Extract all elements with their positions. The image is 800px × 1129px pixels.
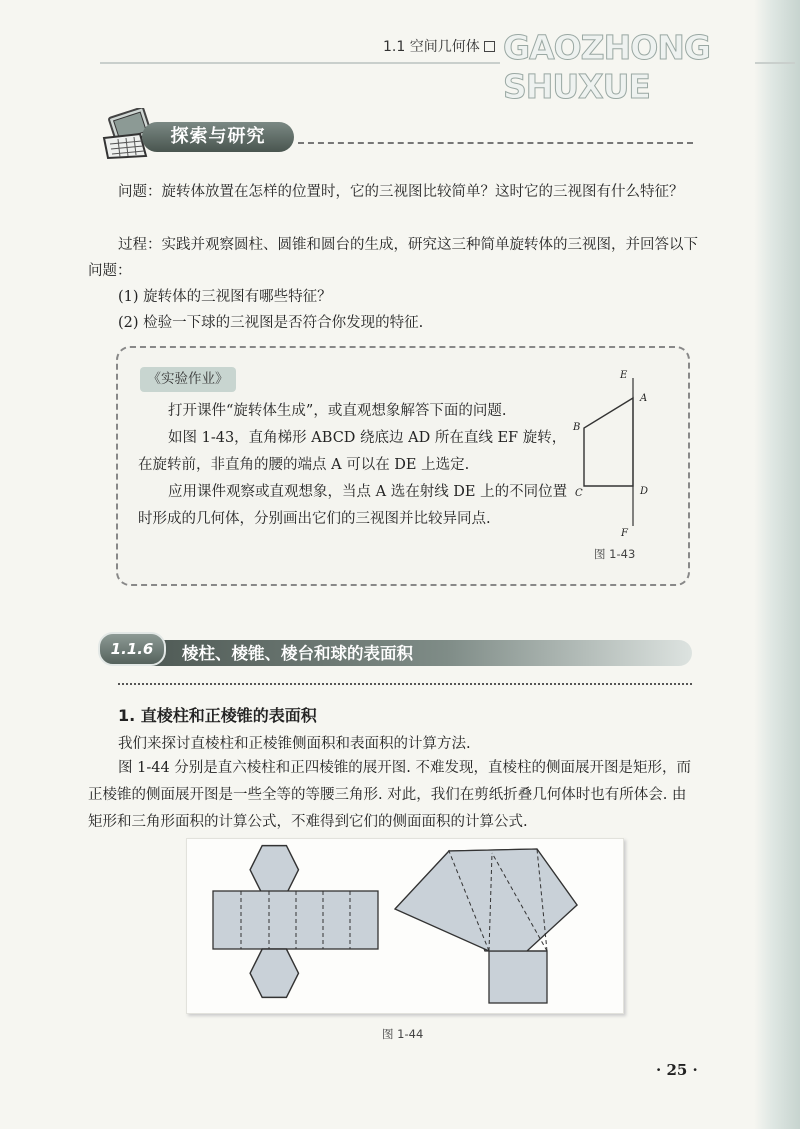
page-number: · 25 · [656,1061,698,1079]
header-section-title: 1.1 空间几何体 [383,36,495,56]
point-label-a: A [640,393,648,404]
experiment-text [138,398,568,533]
explore-dashed-rule [298,142,693,144]
figure-1-43-trapezoid [570,360,670,540]
section-number-badge: 1.1.6 [98,632,166,666]
experiment-paragraph-2: 如图 1-43，直角梯形 ABCD 绕底边 AD 所在直线 EF 旋转，在旋转前，非直角的腰的端点 A 可以在 DE 上选定. [138,430,567,473]
square-pyramid-net [395,849,577,1003]
header-rule-right [755,62,795,64]
point-label-c: C [575,488,583,499]
figure-1-43-caption: 图 1-43 [594,547,636,561]
trapezoid-abcd [584,398,633,486]
point-label-d: D [640,486,649,497]
explore-section-title: 探索与研究 [142,122,294,152]
point-label-f: F [621,528,628,539]
square-icon [484,41,495,52]
section-dotted-rule [118,683,692,685]
header-logo: GAOZHONG SHUXUE [503,28,710,106]
question-item-1: (1) 旋转体的三视图有哪些特征？ [118,289,332,305]
process-paragraph: 过程：实践并观察圆柱、圆锥和圆台的生成，研究这三种简单旋转体的三视图，并回答以下问题： [88,237,698,279]
intro-paragraph: 我们来探讨直棱柱和正棱锥侧面积和表面积的计算方法. [118,736,471,752]
page-header [0,0,800,106]
net-diagrams [187,839,623,1013]
figure-1-44 [186,838,624,1014]
question-paragraph: 问题：旋转体放置在怎样的位置时，它的三视图比较简单？这时它的三视图有什么特征？ [118,184,684,200]
figure-1-44-caption: 图 1-44 [382,1027,424,1041]
section-title: 棱柱、棱锥、棱台和球的表面积 [182,644,413,663]
page-edge-shade [754,0,800,1129]
point-label-b: B [573,422,581,433]
point-label-e: E [620,370,628,381]
question-item-2: (2) 检验一下球的三视图是否符合你发现的特征. [118,315,424,331]
header-rule [100,62,500,64]
experiment-paragraph-3: 应用课件观察或直观想象，当点 A 选在射线 DE 上的不同位置时形成的几何体，分别画出它们的三视图并比较异同点. [138,484,568,527]
experiment-label: 《实验作业》 [140,367,236,392]
experiment-paragraph-1: 打开课件“旋转体生成”，或直观想象解答下面的问题. [168,403,507,419]
subsection-title: 1. 直棱柱和正棱锥的表面积 [118,706,317,725]
body-paragraph: 图 1-44 分别是直六棱柱和正四棱锥的展开图. 不难发现，直棱柱的侧面展开图是矩形，而正棱锥的侧面展开图是一些全等的等腰三角形. 对此，我们在剪纸折叠几何体时也有所体会. 由矩形和三角形面积的计算公式，不难得到它们的侧面面积的计算公式. [88,760,692,830]
